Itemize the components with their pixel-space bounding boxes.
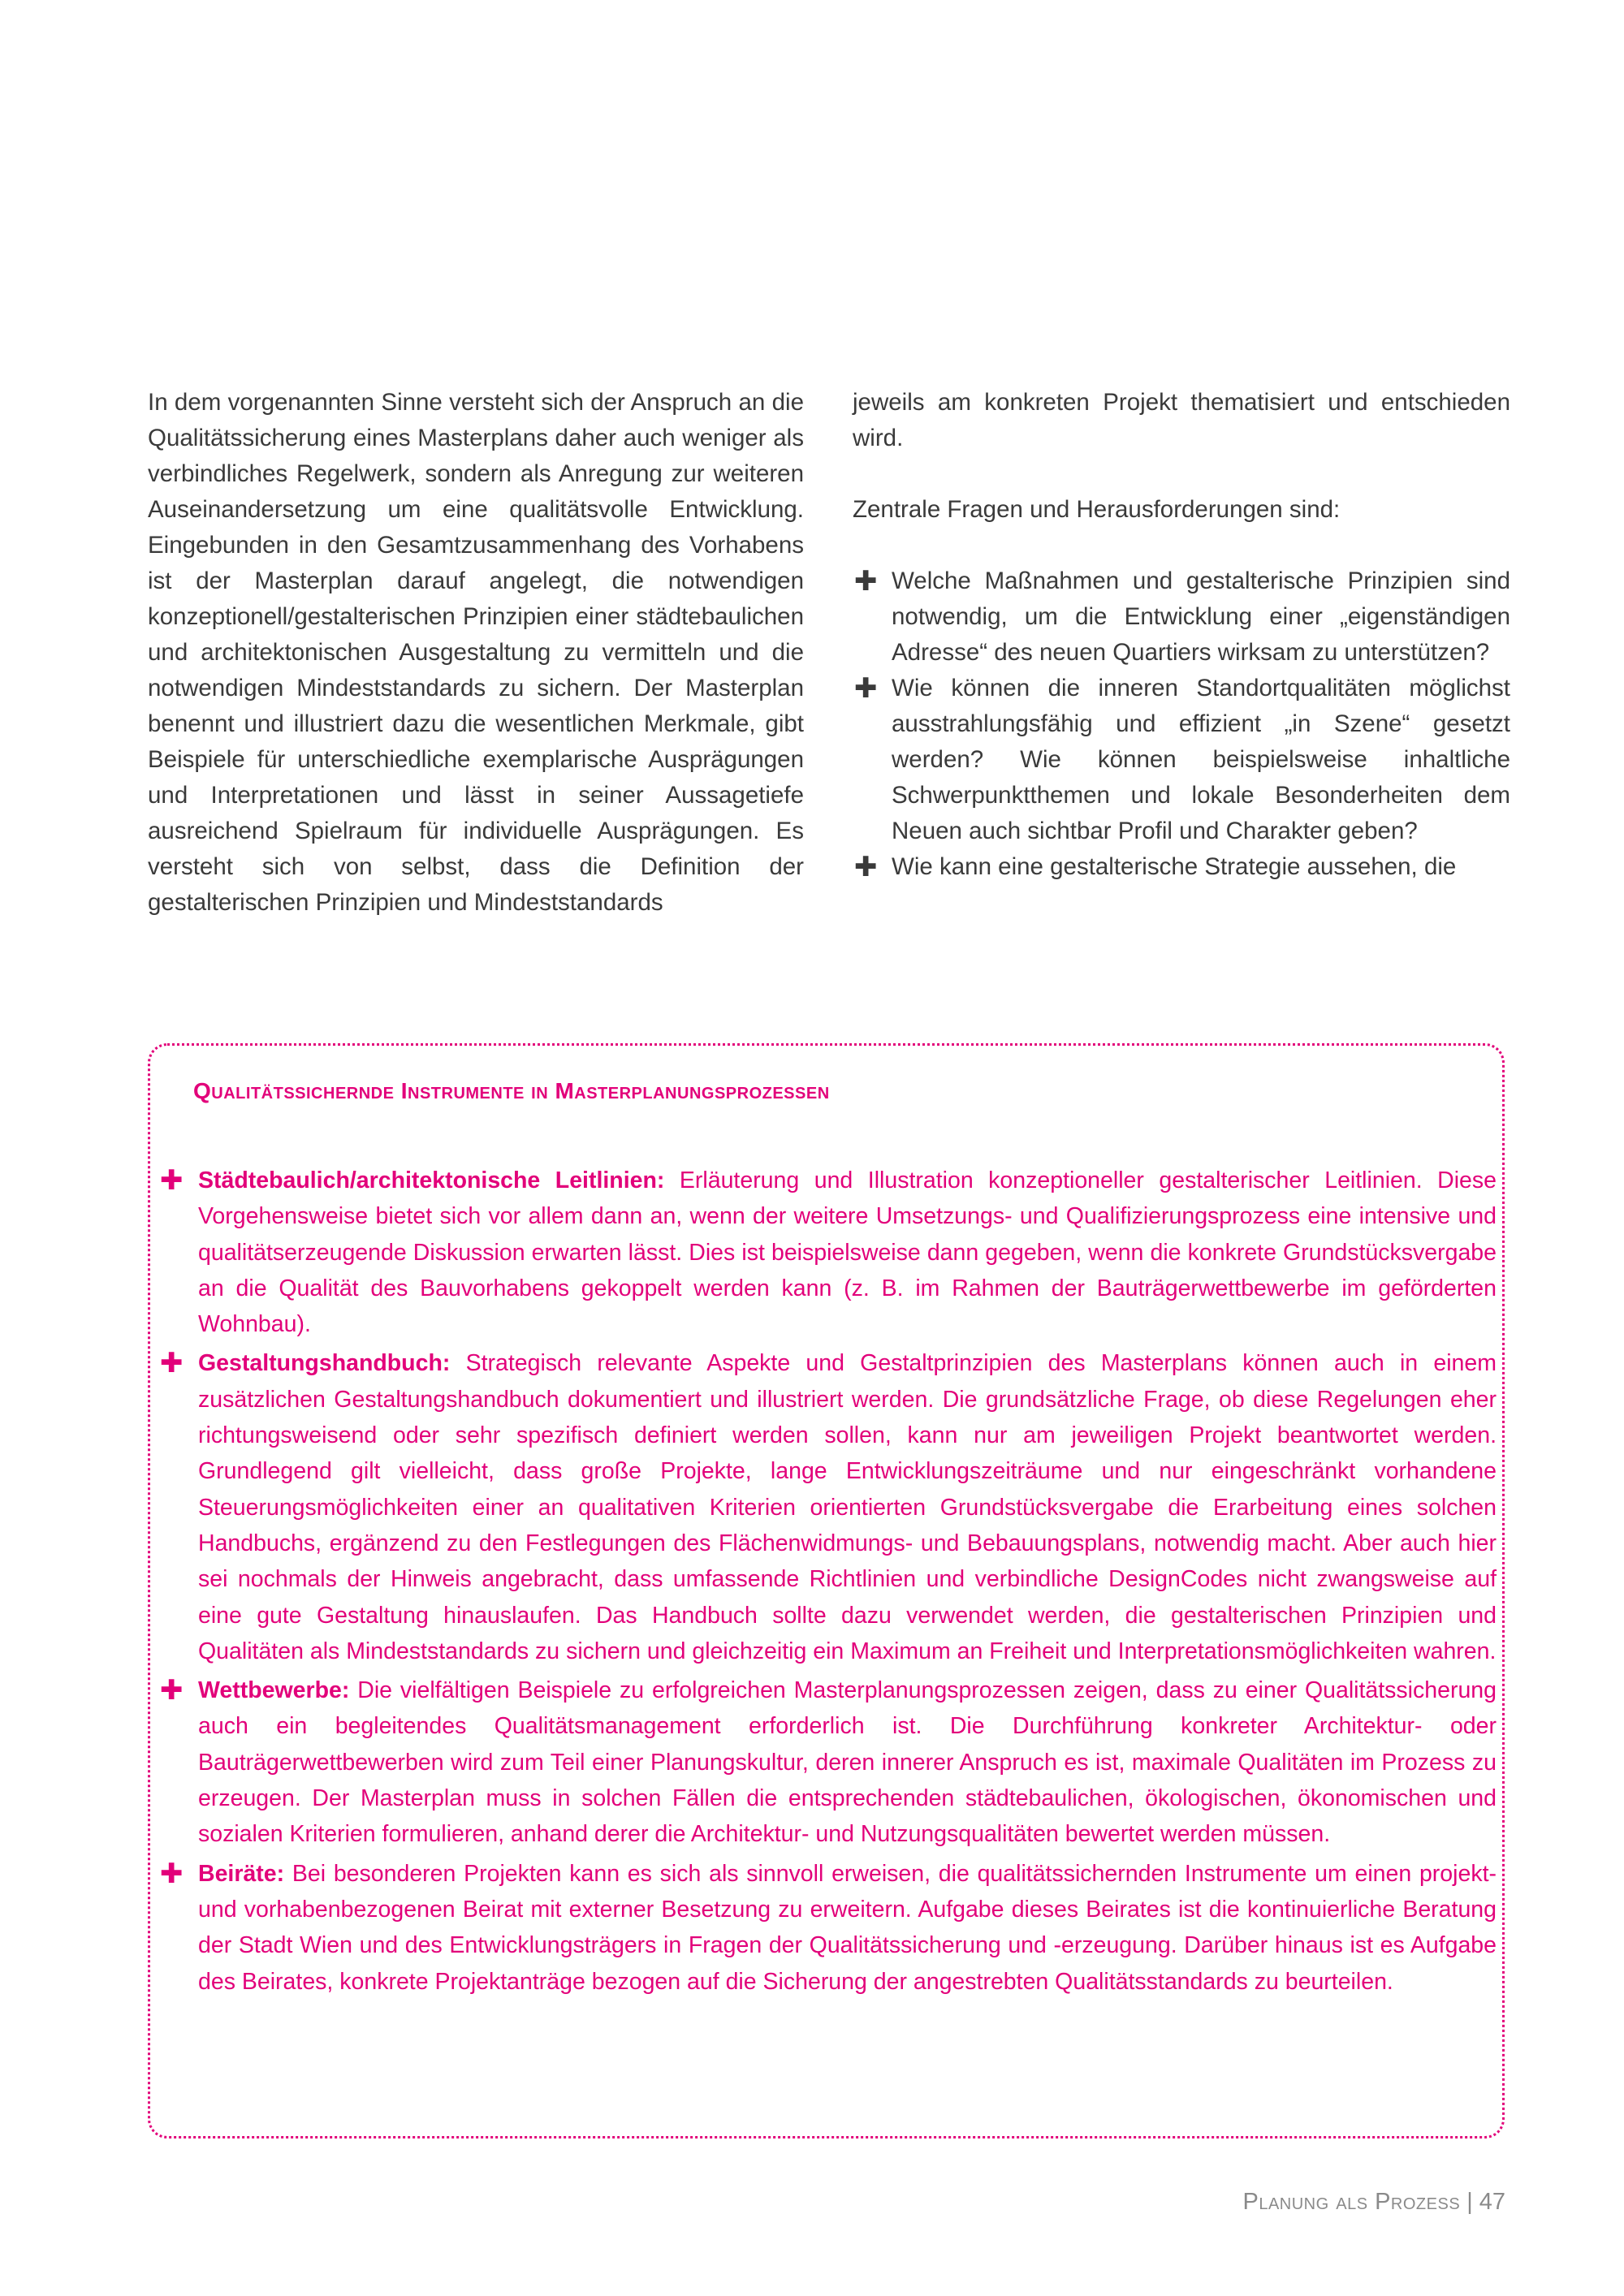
instrument-text: Bei besonderen Projekten kann es sich als sinnvoll erweisen, die qualitätssichernden Instrumente um einen projekt- und vorhabenbezogenen Beirat mit externer Besetzung zu erweitern. Aufgabe dieses Beirates ist die kontinuierliche Beratung der Stadt Wien und des Entwicklungsträgers in Fragen der Qualitätssicherung und -erzeugung. Darüber hinaus ist es Aufgabe des Beirates, konkrete Projektanträge bezogen auf die Sicherung der angestrebten Qualitätsstandards zu beurteilen. (198, 1860, 1497, 1995)
instrument-label: Wettbewerbe: (198, 1677, 350, 1704)
instrument-text: Erläuterung und Illustration konzeptioneller gestalterischer Leitlinien. Diese Vorgehensweise bietet sich vor allem dann an, wenn der weitere Umsetzungs- und Qualifizierungsprozess eine intensive und qualitätserzeugende Diskussion erwarten lässt. Dies ist beispielsweise dann gegeben, wenn die konkrete Grundstücksvergabe an die Qualität des Bauvorhabens gekoppelt werden kann (z. B. im Rahmen der Bauträgerwettbewerbe im geförderten Wohnbau). (198, 1167, 1497, 1338)
question-text: Welche Maßnahmen und gestalterische Prinzipien sind notwendig, um die Entwicklung einer „eigenständigen Adresse“ des neuen Quartiers wirksam zu unterstützen? (892, 568, 1510, 666)
instrument-item (160, 1163, 1497, 1342)
plus-bullet-icon: ✚ (854, 673, 878, 704)
instrument-label: Beiräte: (198, 1860, 285, 1887)
question-item (853, 671, 1510, 849)
question-text: Wie kann eine gestalterische Strategie aussehen, die (892, 853, 1457, 880)
page-number: 47 (1479, 2189, 1505, 2215)
right-column (853, 385, 1510, 885)
questions-list (853, 563, 1510, 885)
instruments-list (160, 1163, 1497, 2003)
left-column-text: In dem vorgenannten Sinne versteht sich der Anspruch an die Qualitätssicherung eines Masterplans daher auch weniger als verbindliches Regelwerk, sondern als Anregung zur weiteren Auseinandersetzung um eine qualitätsvolle Entwicklung. Eingebunden in den Gesamtzusammenhang des Vorhabens ist der Masterplan darauf angelegt, die notwendigen konzeptionell/gestalterischen Prinzipien einer städtebaulichen und architektonischen Ausgestaltung zu vermitteln und die notwendigen Mindeststandards zu sichern. Der Masterplan benennt und illustriert dazu die wesentlichen Merkmale, gibt Beispiele für unterschiedliche exemplarische Ausprägungen und Interpretationen und lässt in seiner Aussagetiefe ausreichend Spielraum für individuelle Ausprägungen. Es versteht sich von selbst, dass die Definition der gestalterischen Prinzipien und Mindeststandards (148, 389, 804, 916)
instrument-label: Gestaltungshandbuch: (198, 1350, 451, 1377)
questions-intro: Zentrale Fragen und Herausforderungen sind: (853, 496, 1341, 523)
right-column-continuation: jeweils am konkreten Projekt thematisiert und entschieden wird. (853, 389, 1510, 451)
instrument-item (160, 1345, 1497, 1669)
instrument-item (160, 1856, 1497, 2000)
question-item (853, 563, 1510, 671)
plus-bullet-icon: ✚ (854, 852, 878, 883)
plus-bullet-icon: ✚ (160, 1858, 184, 1889)
plus-bullet-icon: ✚ (160, 1675, 184, 1707)
footer-section-title: Planung als Prozess (1242, 2189, 1461, 2215)
instrument-label: Städtebaulich/architektonische Leitlinien: (198, 1167, 665, 1193)
left-column (148, 385, 804, 921)
instrument-item (160, 1672, 1497, 1852)
plus-bullet-icon: ✚ (160, 1165, 184, 1196)
plus-bullet-icon: ✚ (854, 566, 878, 597)
page-footer (1242, 2189, 1505, 2216)
instrument-text: Die vielfältigen Beispiele zu erfolgreichen Masterplanungsprozessen zeigen, dass zu einer Qualitätssicherung auch ein begleitendes Qualitätsmanagement erforderlich ist. Die Durchführung konkreter Architektur- oder Bauträgerwettbewerben wird zum Teil einer Planungskultur, deren innerer Anspruch es ist, maximale Qualitäten im Prozess zu erzeugen. Der Masterplan muss in solchen Fällen die entsprechenden städtebaulichen, ökologischen, ökonomischen und sozialen Kriterien formulieren, anhand derer die Architektur- und Nutzungsqualitäten bewertet werden müssen. (198, 1677, 1497, 1848)
question-item (853, 849, 1510, 885)
question-text: Wie können die inneren Standortqualitäten möglichst ausstrahlungsfähig und effizient „in Szene“ gesetzt werden? Wie können beispielsweise inhaltliche Schwerpunktthemen und lokale Besonderheiten dem Neuen auch sichtbar Profil und Charakter geben? (892, 675, 1510, 844)
instrument-text: Strategisch relevante Aspekte und Gestaltprinzipien des Masterplans können auch in einem zusätzlichen Gestaltungshandbuch dokumentiert und illustriert werden. Die grundsätzliche Frage, ob diese Regelungen eher richtungsweisend oder sehr spezifisch definiert werden sollen, kann nur am jeweiligen Projekt beantwortet werden. Grundlegend gilt vielleicht, dass große Projekte, lange Entwicklungszeiträume und nur eingeschränkt vorhandene Steuerungsmöglichkeiten einer an qualitativen Kriterien orientierten Grundstücksvergabe die Erarbeitung eines solchen Handbuchs, ergänzend zu den Festlegungen des Flächenwidmungs- und Bebauungsplans, notwendig macht. Aber auch hier sei nochmals der Hinweis angebracht, dass umfassende Richtlinien und verbindliche DesignCodes nicht zwangsweise auf eine gute Gestaltung hinauslaufen. Das Handbuch sollte dazu verwendet werden, die gestalterischen Prinzipien und Qualitäten als Mindeststandards zu sichern und gleichzeitig ein Maximum an Freiheit und Interpretationsmöglichkeiten wahren. (198, 1350, 1497, 1664)
plus-bullet-icon: ✚ (160, 1348, 184, 1379)
footer-separator: | (1466, 2189, 1473, 2215)
info-box-title: Qualitätssichernde Instrumente in Masterplanungsprozessen (193, 1078, 830, 1103)
